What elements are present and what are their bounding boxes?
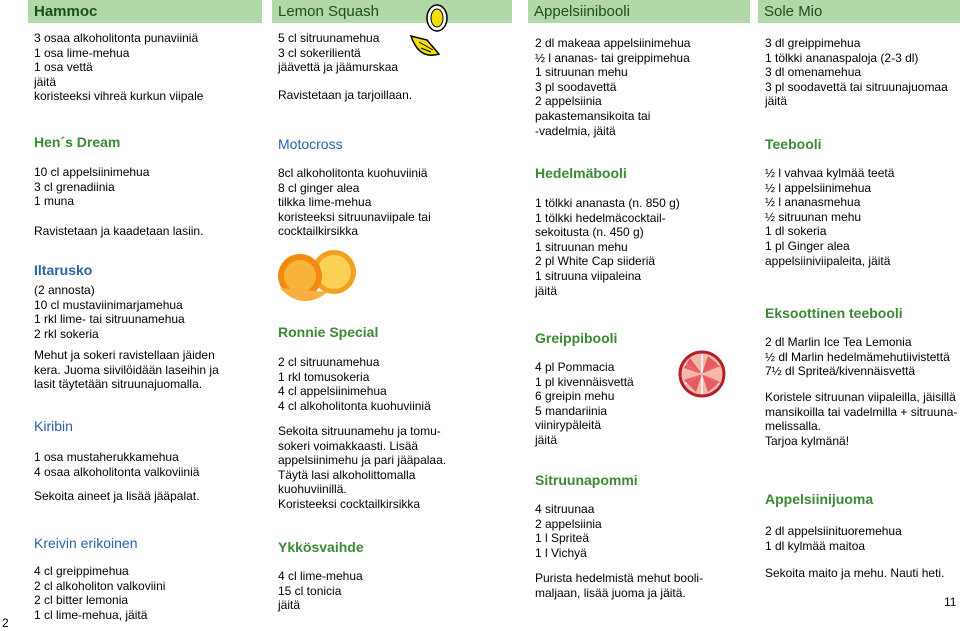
lemon-squash-ingredients: 5 cl sitruunamehua 3 cl sokerilientä jäävettä ja jäämurskaa bbox=[278, 31, 399, 75]
appelsiinijuoma-instructions: Sekoita maito ja mehu. Nauti heti. bbox=[765, 566, 945, 580]
sitruunapommi-instructions: Purista hedelmistä mehut booli- maljaan, lisää juoma ja jäitä. bbox=[535, 571, 704, 600]
ykkosvaihde-ingredients: 4 cl lime-mehua 15 cl tonicia jäitä bbox=[278, 569, 363, 613]
recipe-title-hammoc: Hammoc bbox=[34, 3, 98, 20]
recipe-title-sole-mio: Sole Mio bbox=[764, 3, 823, 20]
iltarusko-ingredients: (2 annosta) 10 cl mustaviinimarjamehua 1 rkl lime- tai sitruunamehua 2 rkl sokeria bbox=[34, 283, 185, 341]
lemon-slice-icon bbox=[405, 2, 455, 64]
recipe-title-ykkosvaihde: Ykkösvaihde bbox=[278, 539, 364, 555]
recipe-title-hens-dream: Hen´s Dream bbox=[34, 134, 121, 150]
sole-mio-ingredients: 3 dl greippimehua 1 tölkki ananaspaloja (2-3 dl) 3 dl omenamehua 3 pl soodavettä tai sitruunajuomaa jäitä bbox=[765, 36, 948, 109]
recipe-title-hedelmabooli: Hedelmäbooli bbox=[535, 165, 627, 181]
hens-dream-ingredients: 10 cl appelsiinimehua 3 cl grenadiinia 1 muna bbox=[34, 165, 150, 209]
orange-halves-icon bbox=[272, 248, 368, 308]
recipe-title-kiribin: Kiribin bbox=[34, 418, 73, 434]
sitruunapommi-ingredients: 4 sitruunaa 2 appelsiinia 1 l Spriteä 1 l Vichyä bbox=[535, 502, 602, 560]
recipe-title-teebooli: Teebooli bbox=[765, 136, 822, 152]
header-band-appelsiinibooli bbox=[528, 0, 750, 23]
recipe-title-eksoottinen-teebooli: Eksoottinen teebooli bbox=[765, 305, 903, 321]
lemon-squash-instructions: Ravistetaan ja tarjoillaan. bbox=[278, 88, 413, 102]
appelsiinibooli-ingredients: 2 dl makeaa appelsiinimehua ½ l ananas- tai greippimehua 1 sitruunan mehu 3 pl soodavettä 2 appelsiinia pakastemansikoita tai -vadelmia, jäitä bbox=[535, 36, 691, 138]
hens-dream-instructions: Ravistetaan ja kaadetaan lasiin. bbox=[34, 224, 204, 238]
ronnie-special-instructions: Sekoita sitruunamehu ja tomu- sokeri voimakkaasti. Lisää appelsiinimehu ja pari jääpalaa. Täytä lasi alkoholittomalla kuohuviinillä. Koristeeksi cocktailkirsikka bbox=[278, 424, 447, 511]
teebooli-ingredients: ½ l vahvaa kylmää teetä ½ l appelsiinimehua ½ l ananasmehua ½ sitruunan mehu 1 dl sokeria 1 pl Ginger alea appelsiiniviipaleita, jäitä bbox=[765, 166, 895, 268]
eksoottinen-teebooli-ingredients: 2 dl Marlin Ice Tea Lemonia ½ dl Marlin hedelmämehutiivistettä 7½ dl Spriteä/kivennäisvettä bbox=[765, 335, 950, 379]
appelsiinijuoma-ingredients: 2 dl appelsiinituoremehua 1 dl kylmää maitoa bbox=[765, 524, 902, 553]
page-number-right: 11 bbox=[944, 595, 957, 609]
recipe-title-appelsiinijuoma: Appelsiinijuoma bbox=[765, 491, 874, 507]
ronnie-special-ingredients: 2 cl sitruunamehua 1 rkl tomusokeria 4 cl appelsiinimehua 4 cl alkoholitonta kuohuviiniä bbox=[278, 355, 431, 413]
recipe-title-iltarusko: Iltarusko bbox=[34, 262, 93, 278]
recipe-title-lemon-squash: Lemon Squash bbox=[278, 3, 379, 20]
greippibooli-ingredients: 4 pl Pommacia 1 pl kivennäisvettä 6 greipin mehu 5 mandariinia viinirypäleitä jäitä bbox=[535, 360, 634, 447]
recipe-title-ronnie-special: Ronnie Special bbox=[278, 324, 379, 340]
recipe-title-appelsiinibooli: Appelsiinibooli bbox=[534, 3, 630, 20]
hammoc-ingredients: 3 osaa alkoholitonta punaviiniä 1 osa lime-mehua 1 osa vettä jäitä koristeeksi vihreä kurkun viipale bbox=[34, 31, 204, 104]
header-band-sole-mio bbox=[758, 0, 960, 23]
hedelmabooli-ingredients: 1 tölkki ananasta (n. 850 g) 1 tölkki hedelmäcocktail- sekoitusta (n. 450 g) 1 sitruunan mehu 2 pl White Cap siideriä 1 sitruuna viipaleina jäitä bbox=[535, 196, 680, 298]
kreivin-erikoinen-ingredients: 4 cl greippimehua 2 cl alkoholiton valkoviini 2 cl bitter lemonia 1 cl lime-mehua, jäitä bbox=[34, 564, 166, 622]
recipe-title-kreivin-erikoinen: Kreivin erikoinen bbox=[34, 535, 138, 551]
page-number-left: 2 bbox=[2, 616, 9, 630]
header-band-lemon-squash bbox=[272, 0, 512, 23]
kiribin-instructions: Sekoita aineet ja lisää jääpalat. bbox=[34, 489, 200, 503]
iltarusko-instructions: Mehut ja sokeri ravistellaan jäiden kera. Juoma siivilöidään laseihin ja lasit täytetään sitruunajuomalla. bbox=[34, 348, 219, 392]
recipe-title-greippibooli: Greippibooli bbox=[535, 330, 618, 346]
kiribin-ingredients: 1 osa mustaherukkamehua 4 osaa alkoholitonta valkoviiniä bbox=[34, 450, 200, 479]
header-band-hammoc bbox=[28, 0, 262, 23]
motocross-ingredients: 8cl alkoholitonta kuohuviiniä 8 cl ginger alea tilkka lime-mehua koristeeksi sitruunaviipale tai cocktailkirsikka bbox=[278, 166, 431, 239]
grapefruit-icon bbox=[672, 350, 732, 402]
eksoottinen-teebooli-instructions: Koristele sitruunan viipaleilla, jäisillä mansikoilla tai vadelmilla + sitruuna- melissalla. Tarjoa kylmänä! bbox=[765, 390, 958, 448]
recipe-title-sitruunapommi: Sitruunapommi bbox=[535, 472, 638, 488]
recipe-title-motocross: Motocross bbox=[278, 136, 343, 152]
